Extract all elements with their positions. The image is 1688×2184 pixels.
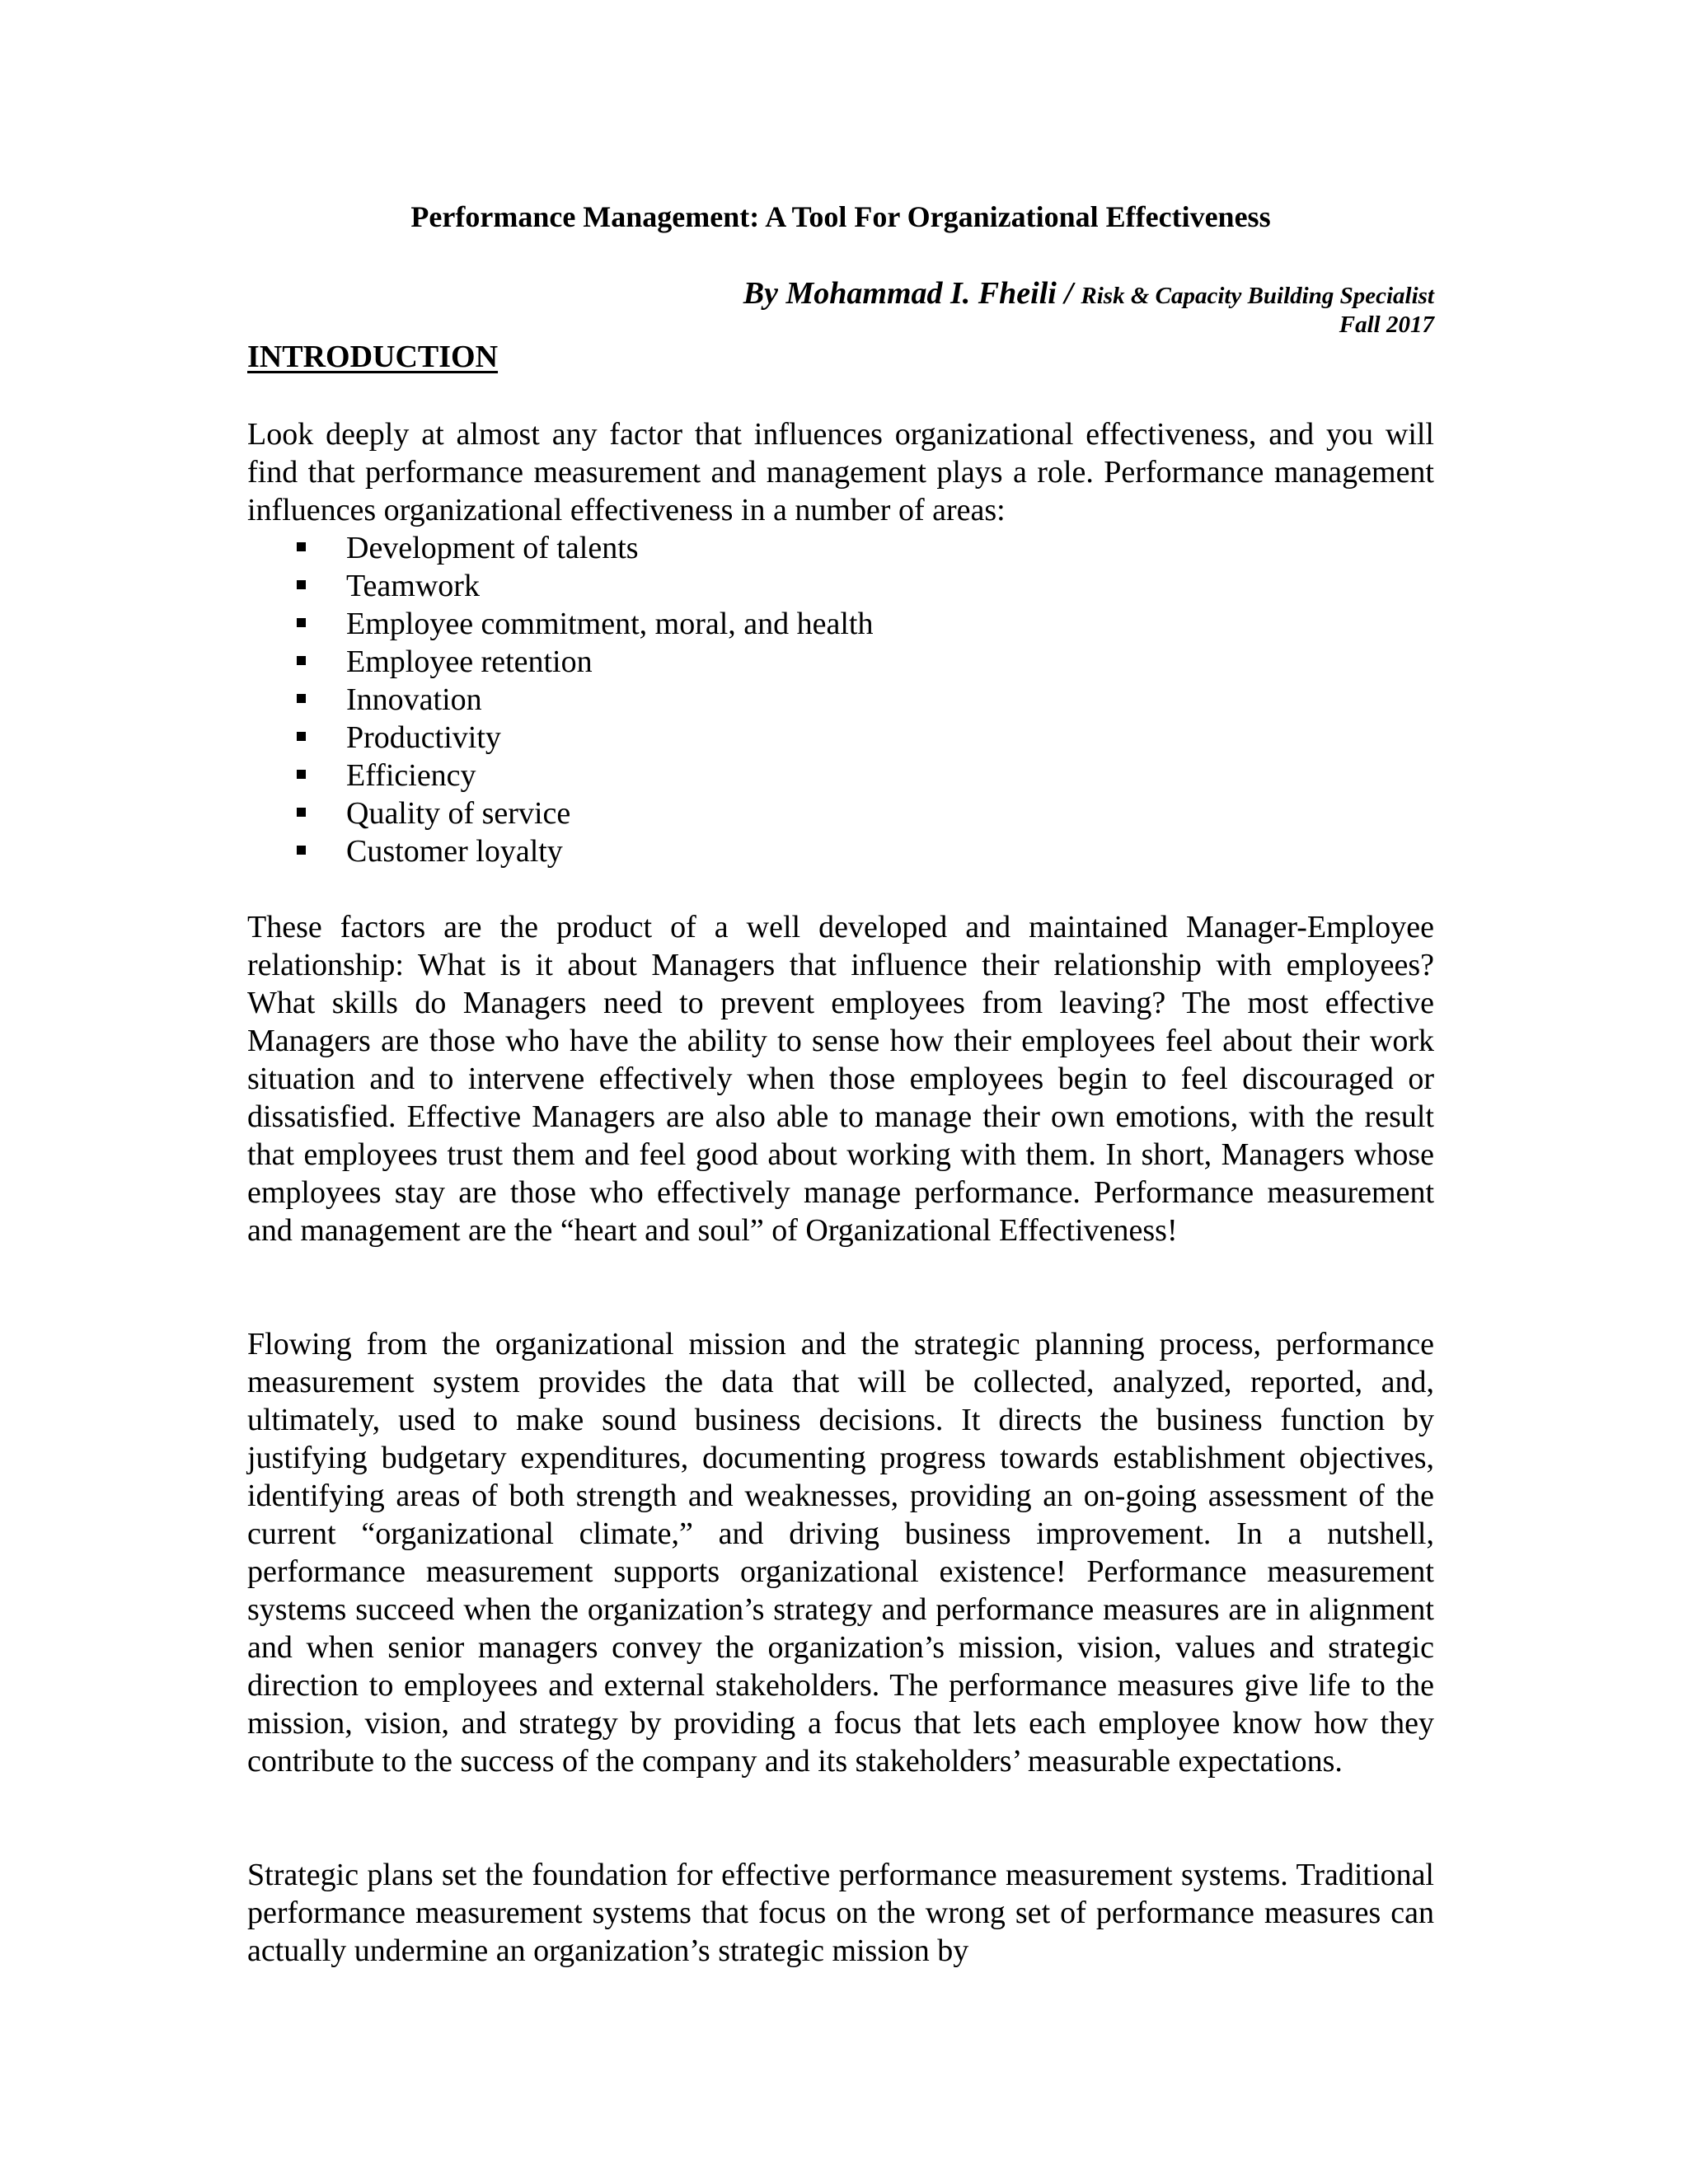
section-heading: INTRODUCTION xyxy=(247,340,499,374)
paragraph-2: These factors are the product of a well developed and maintained Manager-Employee relationship: What is it about Managers that influence their relationship with employees? What skills do Managers need to prevent employees from leaving? The most effective Managers are those who have the ability to sense how their employees feel about their work situation and to intervene effectively when those employees begin to feel discouraged or dissatisfied. Effective Managers are also able to manage their own emotions, with the result that employees trust them and feel good about working with them. In short, Managers whose employees stay are those who effectively manage performance. Performance measurement and management are the “heart and soul” of Organizational Effectiveness! xyxy=(247,910,1434,1248)
square-bullet-icon xyxy=(297,694,306,703)
square-bullet-icon xyxy=(297,770,306,779)
square-bullet-icon xyxy=(297,580,306,589)
document-title: Performance Management: A Tool For Organizational Effectiveness xyxy=(410,200,1271,233)
list-item-text: Productivity xyxy=(346,720,501,755)
list-item-text: Quality of service xyxy=(346,796,571,831)
list-item-text: Efficiency xyxy=(346,758,476,793)
list-item xyxy=(297,567,874,605)
list-item-text: Customer loyalty xyxy=(346,834,563,869)
list-item xyxy=(297,681,874,719)
byline-separator: / xyxy=(1056,276,1081,311)
byline xyxy=(743,277,1434,316)
list-item xyxy=(297,719,874,757)
paragraph-1: Look deeply at almost any factor that influences organizational effectiveness, and you will find that performance measurement and management plays a role. Performance management influences organizational effectiveness in a number of areas: xyxy=(247,417,1434,527)
list-item xyxy=(297,529,874,567)
list-item xyxy=(297,832,874,870)
author-name: By Mohammad I. Fheili xyxy=(743,276,1057,311)
square-bullet-icon xyxy=(297,618,306,627)
square-bullet-icon xyxy=(297,808,306,817)
list-item xyxy=(297,605,874,643)
square-bullet-icon xyxy=(297,542,306,551)
author-role: Risk & Capacity Building Specialist xyxy=(1081,283,1434,309)
square-bullet-icon xyxy=(297,732,306,741)
list-item xyxy=(297,643,874,681)
list-item-text: Teamwork xyxy=(346,569,480,603)
square-bullet-icon xyxy=(297,656,306,665)
list-item xyxy=(297,794,874,832)
square-bullet-icon xyxy=(297,846,306,855)
list-item-text: Employee commitment, moral, and health xyxy=(346,607,874,641)
list-item-text: Employee retention xyxy=(346,644,593,679)
list-item-text: Innovation xyxy=(346,682,482,717)
document-date: Fall 2017 xyxy=(1339,312,1434,338)
paragraph-4: Strategic plans set the foundation for effective performance measurement systems. Traditional performance measurement systems that focus on the wrong set of performance measures can actually undermine an organization’s strategic mission by xyxy=(247,1858,1434,1968)
bullet-list xyxy=(297,529,874,870)
list-item-text: Development of talents xyxy=(346,531,639,565)
list-item xyxy=(297,757,874,794)
paragraph-3: Flowing from the organizational mission and the strategic planning process, performance measurement system provides the data that will be collected, analyzed, reported, and, ultimately, used to make sound business decisions. It directs the business function by justifying budgetary expenditures, documenting progress towards establishment objectives, identifying areas of both strength and weaknesses, providing an on-going assessment of the current “organizational climate,” and driving business improvement. In a nutshell, performance measurement supports organizational existence! Performance measurement systems succeed when the organization’s strategy and performance measures are in alignment and when senior managers convey the organization’s mission, vision, values and strategic direction to employees and external stakeholders. The performance measures give life to the mission, vision, and strategy by providing a focus that lets each employee know how they contribute to the success of the company and its stakeholders’ measurable expectations. xyxy=(247,1327,1434,1779)
